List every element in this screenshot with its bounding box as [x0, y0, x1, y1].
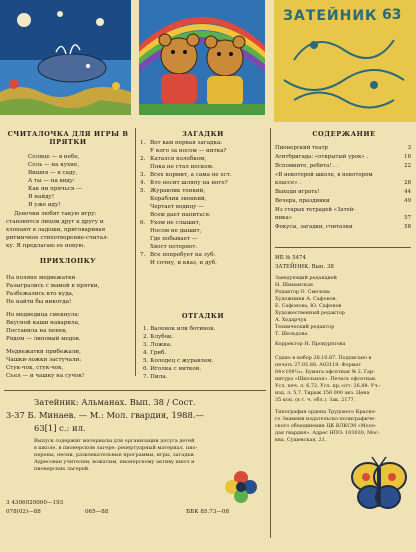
flower-icon	[222, 468, 260, 506]
imprint-line: Сдано в набор 28.10.87. Подписано в	[275, 355, 372, 361]
poem-line: А ты — на виду:	[28, 178, 76, 184]
biblio-desc-line: Адресован учителям, вожатым, пионерскому активу школ и	[34, 459, 195, 465]
poem-line: Рядом — липовый медок.	[6, 336, 81, 342]
toc-row-page: 58	[404, 224, 411, 230]
whale-illustration	[0, 0, 131, 115]
toc-row	[275, 224, 411, 230]
imprint-id: ИБ № 5474	[275, 255, 306, 261]
imprint-line: изд. л. 5,7. Тираж 150 000 экз. Цена	[275, 390, 370, 396]
answer-line: 2. Клубок.	[143, 334, 174, 340]
poem2-title: ПРИХЛОПКУ	[39, 257, 97, 265]
toc-row	[275, 198, 411, 204]
biblio-line3: 63[1] с.: ил.	[34, 423, 86, 433]
poem-line: Разыгрались с мамой в прятки,	[6, 283, 100, 289]
poem-line: Соль — на кухне,	[28, 162, 79, 168]
poem-line: Но медведица смекнула:	[6, 312, 80, 318]
imprint-line: Н. Шиманская	[275, 282, 313, 288]
imprint-line: Типография ордена Трудового Красно-	[275, 409, 377, 415]
riddle-line: Все попробует на зуб:	[150, 252, 216, 258]
biblio-code3: 065—88	[85, 509, 109, 515]
issue-number: 63	[382, 7, 402, 23]
bbk-code: ББК 85.73—08	[186, 509, 230, 515]
riddle-number: 2.	[140, 156, 146, 162]
answer-line: 7. Пила.	[143, 374, 168, 380]
imprint-line: го Знамени издательско-полиграфиче-	[275, 416, 376, 422]
poem-line: Не найти бы никогда!	[6, 299, 72, 305]
toc-row	[275, 154, 411, 160]
riddle-number: 5.	[140, 188, 146, 194]
riddle-number: 3.	[140, 172, 146, 178]
imprint-series: ЗАТЕЙНИК. Вып. 38	[275, 264, 334, 270]
biblio-title: Затейник: Альманах. Вып. 38 / Сост.	[34, 397, 196, 407]
toc-row	[275, 207, 411, 213]
riddle-line: Всем дает напиться.	[150, 212, 211, 218]
imprint-line: Художники А. Сафонов,	[275, 296, 337, 302]
toc-row	[275, 163, 411, 169]
imprint-line: Усл. печ. л. 6,72. Усл. кр.-отт. 26,88. Уч.-	[275, 383, 381, 389]
riddle-line: Вот вам первая загадка:	[150, 140, 223, 146]
answers-title: ОТГАДКИ	[181, 312, 225, 320]
poem-line: Как ни прячься —	[28, 186, 82, 192]
imprint-line: нитура «Школьная». Печать офсетная.	[275, 376, 377, 382]
biblio-code1: 3 4306020000—193	[6, 500, 64, 506]
column-divider-right	[270, 128, 271, 538]
toc-row-page: 22	[404, 163, 411, 169]
toc-row	[275, 172, 411, 178]
butterfly-icon	[348, 455, 410, 517]
toc-row	[275, 215, 411, 221]
toc-row-title: Выходи играть!	[275, 189, 320, 195]
poem1-title: СЧИТАЛОЧКА ДЛЯ ИГРЫ В ПРЯТКИ	[7, 130, 129, 146]
toc-separator	[275, 247, 411, 248]
poem-line: Стук-чок, стук-чок,	[6, 365, 64, 371]
imprint-line: ского объединения ЦК ВЛКСМ «Моло-	[275, 423, 377, 429]
riddle-number: 7.	[140, 252, 146, 258]
toc-row-page: 44	[404, 189, 411, 195]
poem-line: Вишня — в саду,	[28, 170, 78, 176]
riddle-line: Чертает водицу —	[150, 204, 204, 210]
instruction-line: хлопают в ладоши, приговаривая	[6, 227, 106, 233]
riddle-number: 4.	[140, 180, 146, 186]
riddle-line: Кто носит шляпу на ноге?	[150, 180, 228, 186]
imprint-line: печать 27.05.88. А03119. Формат	[275, 362, 362, 368]
instruction-line: Девочки любят такую игру:	[14, 211, 97, 217]
imprint-line: Заведующий редакцией	[275, 275, 337, 281]
toc-row-title: Вспомните, ребята! . .	[275, 163, 339, 169]
poem-line: Я уже иду!	[28, 202, 61, 208]
poem-line: Солнце — в небе,	[28, 154, 80, 160]
riddle-line: Носом не дышит,	[150, 228, 202, 234]
poem-line: На поляне медвежатки	[6, 275, 76, 281]
answer-line: 6. Иголка с ниткой.	[143, 366, 202, 372]
toc-row-title: Вечера, праздники	[275, 198, 330, 204]
toc-row-title: «В некоторой школе, в некотором	[275, 172, 373, 178]
toc-row-page: 28	[404, 180, 411, 186]
biblio-code2: 078(02)—88	[6, 509, 41, 515]
answer-line: 3. Ложка.	[143, 342, 172, 348]
toc-row	[275, 145, 411, 151]
poem-line: Поставила на пенек,	[6, 328, 68, 334]
imprint-line: Художественный редактор	[275, 310, 345, 316]
riddle-line: У кого за носом — нитка?	[150, 148, 227, 154]
imprint-line: дая гвардия». Адрес НПО: 103030, Мос-	[275, 430, 380, 436]
toc-row-title: Фокусы, загадки, считалки	[275, 224, 353, 230]
riddle-number: 1.	[140, 140, 146, 146]
toc-row-title: Агитбригада: «открытый урок» .	[275, 154, 369, 160]
poem-line: Съел — и чашку на сучок!	[6, 373, 85, 379]
imprint-line: А. Ходарчук	[275, 317, 307, 323]
biblio-line2: 3-37 Б. Минаев. — М.: Мол. гвардия, 1988.—	[6, 410, 204, 420]
toc-row-page: 57	[404, 215, 411, 221]
toc-row-title: классе» .	[275, 180, 301, 186]
riddle-line: Катался колобком,	[150, 156, 207, 162]
imprint-line: Редактор О. Смелова	[275, 289, 330, 295]
biblio-desc-line: в школе, в пионерском лагере: репертуарный материал, пио-	[34, 445, 198, 451]
instruction-line: ритмичное стихотворение-считал-	[6, 235, 109, 241]
imprint-line: Технический редактор	[275, 324, 335, 330]
imprint-line: ква, Сущевская, 21.	[275, 437, 327, 443]
column-divider-left	[135, 128, 136, 376]
magazine-logo: ЗАТЕЙНИК	[283, 8, 378, 24]
poem-line: Я найду!	[28, 194, 55, 200]
riddle-line: Журавлик тонкий,	[150, 188, 206, 194]
toc-row	[275, 189, 411, 195]
toc-row-title: Из старых тетрадей «Затей-	[275, 207, 356, 213]
answer-line: 4. Гриб.	[143, 350, 167, 356]
imprint-line: Е. Сафонова, Ю. Сафонов	[275, 303, 342, 309]
toc-row-title: Пионерский театр	[275, 145, 328, 151]
riddle-line: Пока не стал носком.	[150, 164, 214, 170]
riddle-line: Где побывает —	[150, 236, 198, 242]
bears-illustration	[139, 0, 265, 115]
biblio-desc-line: перены, песни, развлекательные программы, игры, загадки.	[34, 452, 196, 458]
biblio-desc-line: пионерских лагерей.	[34, 466, 90, 472]
imprint-line: 84×108¹/₃₂. Бумага офсетная № 2. Гар-	[275, 369, 375, 375]
riddle-line: Всех кормит, а сама не ест.	[150, 172, 232, 178]
imprint-line: 35 коп. (в т. ч. обл.). Зак. 2177.	[275, 397, 356, 403]
poem-line: Медвежатки прибежали,	[6, 349, 81, 355]
riddle-line: И сочну, и кваз, и дуб.	[150, 260, 217, 266]
toc-row-page: 16	[404, 154, 411, 160]
answer-line: 1. Валенок или ботинок.	[143, 326, 216, 332]
instruction-line: ку. Я предлагаю ее новую.	[6, 243, 86, 249]
toc-row-page: 49	[404, 198, 411, 204]
biblio-separator	[4, 390, 266, 391]
riddles-title: ЗАГАДКИ	[182, 130, 224, 138]
instruction-line: становятся лицом друг к другу и	[6, 219, 104, 225]
riddle-line: Ухом не слышит,	[150, 220, 201, 226]
riddle-line: Хвост потеряет.	[150, 244, 198, 250]
toc-row-page: 3	[407, 145, 411, 151]
imprint-line: Т. Шельдова	[275, 331, 308, 337]
poem-line: Чашки-ложки застучали:	[6, 357, 82, 363]
answer-line: 5. Колодец с журавлем.	[143, 358, 214, 364]
riddle-number: 6.	[140, 220, 146, 226]
biblio-desc-line: Выпуск содержит материалы для организации досуга детей	[34, 438, 195, 444]
toc-row	[275, 180, 411, 186]
toc-row-title: ника»	[275, 215, 293, 221]
poem-line: Вкусной каши наварила,	[6, 320, 80, 326]
poem-line: Разбежались кто куда,	[6, 291, 74, 297]
riddle-line: Кораблик звонкий,	[150, 196, 207, 202]
toc-title: СОДЕРЖАНИЕ	[312, 130, 376, 138]
imprint-proofreader: Корректор Н. Прокурятова	[275, 341, 346, 347]
